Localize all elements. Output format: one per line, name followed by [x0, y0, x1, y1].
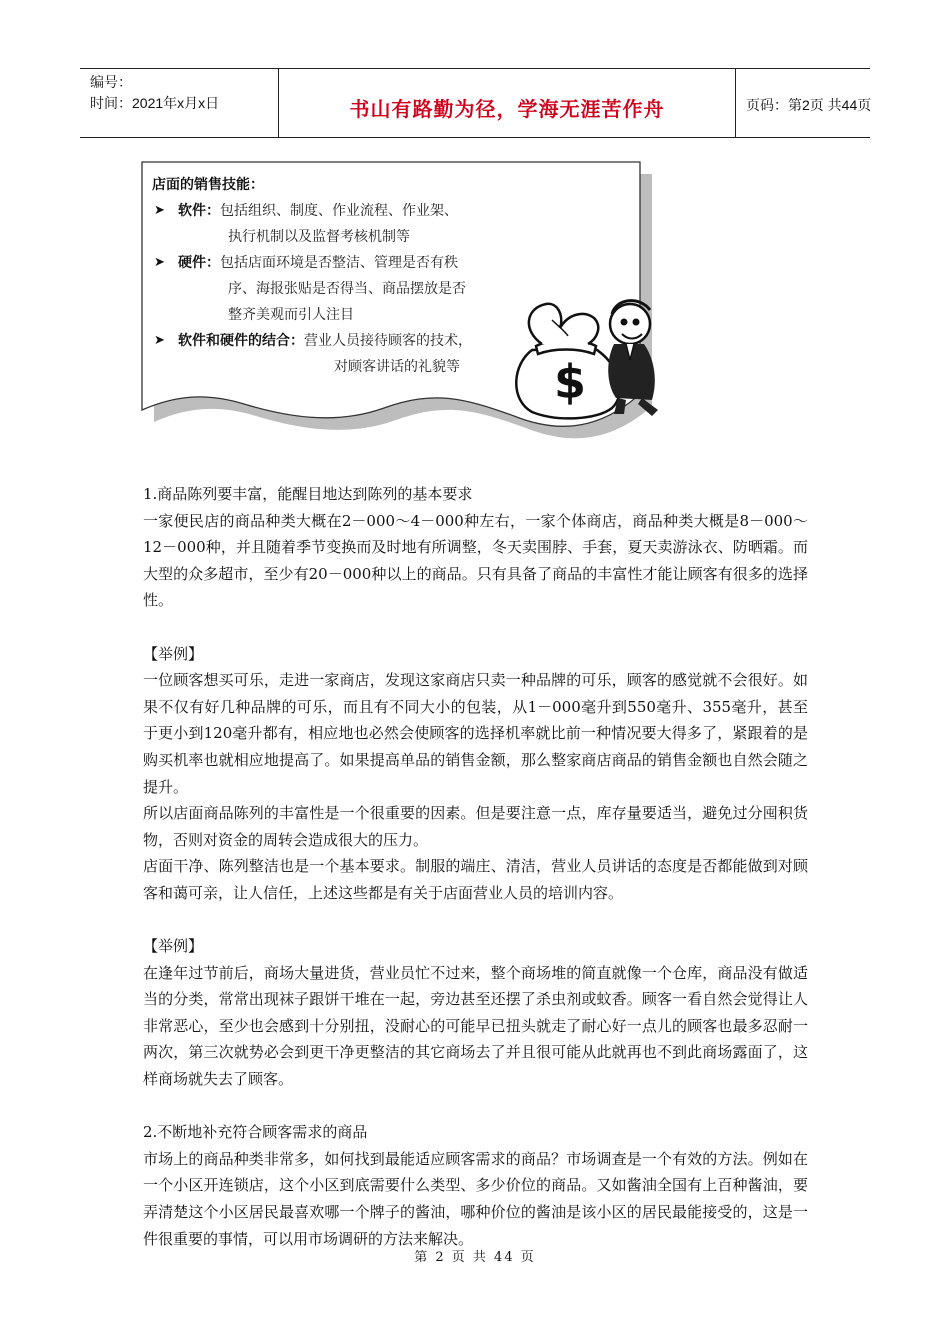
section-heading: 2.不断地补充符合顾客需求的商品 — [143, 1123, 368, 1142]
skill-item-combined — [152, 328, 472, 380]
skill-label: 软件： — [178, 203, 220, 219]
skill-label: 软件和硬件的结合： — [178, 333, 304, 349]
document-header — [80, 68, 870, 138]
skill-desc-line: 执行机制以及监督考核机制等 — [228, 229, 410, 245]
doc-number-label: 编号： — [90, 74, 132, 90]
page-number-label: 页码：第2页 共44页 — [746, 97, 872, 113]
paragraph: 一位顾客想买可乐，走进一家商店，发现这家商店只卖一种品牌的可乐，顾客的感觉就不会很好。如果不仅有好几种品牌的可乐，而且有不同大小的包装，从1－000毫升到550毫升、355毫升，甚至于更小到120毫升都有，相应地也必然会使顾客的选择机率就比前一种情况要大得多了，紧跟着的是购买机率也就相应地提高了。如果提高单品的销售金额，那么整家商店商品的销售金额也自然会随之提升。 — [143, 671, 808, 796]
skill-desc-line: 包括组织、制度、作业流程、作业架、 — [220, 203, 458, 219]
arrow-bullet-icon: ➤ — [154, 203, 165, 218]
paragraph: 一家便民店的商品种类大概在2－000～4－000种左右，一家个体商店，商品种类大概是8－000～12－000种，并且随着季节变换而及时地有所调整，冬天卖围脖、手套，夏天卖游泳衣、防晒霜。而大型的众多超市，至少有20－000种以上的商品。只有具备了商品的丰富性才能让顾客有很多的选择性。 — [143, 511, 808, 610]
skill-desc-line: 整齐美观而引人注目 — [228, 307, 354, 323]
arrow-bullet-icon: ➤ — [154, 255, 165, 270]
skill-desc-line: 营业人员接待顾客的技术， — [304, 333, 472, 349]
skill-desc-line: 序、海报张贴是否得当、商品摆放是否 — [228, 281, 466, 297]
svg-text:$: $ — [554, 355, 587, 409]
motto-text: 书山有路勤为径，学海无涯苦作舟 — [349, 97, 665, 121]
example-label: 【举例】 — [143, 644, 204, 663]
paragraph: 所以店面商品陈列的丰富性是一个很重要的因素。但是要注意一点，库存量要适当，避免过分囤积货物，否则对资金的周转会造成很大的压力。 — [143, 804, 808, 849]
skill-desc-line: 包括店面环境是否整洁、管理是否有秩 — [220, 255, 458, 271]
page-footer: 第 2 页 共 44 页 — [414, 1250, 536, 1265]
arrow-bullet-icon: ➤ — [154, 333, 165, 348]
date-label: 时间：2021年x月x日 — [90, 95, 220, 111]
header-meta-cell — [80, 69, 279, 137]
skill-label: 硬件： — [178, 255, 220, 271]
header-motto-cell — [279, 69, 736, 137]
header-page-cell — [736, 69, 870, 137]
paragraph: 店面干净、陈列整洁也是一个基本要求。制服的端庄、清洁，营业人员讲话的态度是否都能做到对顾客和蔼可亲，让人信任，上述这些都是有关于店面营业人员的培训内容。 — [143, 857, 808, 902]
skill-item-software — [152, 198, 472, 250]
paragraph: 在逢年过节前后，商场大量进货，营业员忙不过来，整个商场堆的简直就像一个仓库，商品没有做适当的分类，常常出现袜子跟饼干堆在一起，旁边甚至还摆了杀虫剂或蚊香。顾客一看自然会觉得让人非常恶心，至少也会感到十分别扭，没耐心的可能早已扭头就走了耐心好一点儿的顾客也最多忍耐一两次，第三次就势必会到更干净更整洁的其它商场去了并且很可能从此就再也不到此商场露面了，这样商场就失去了顾客。 — [143, 963, 808, 1089]
skill-item-hardware — [152, 250, 472, 328]
skills-title: 店面的销售技能： — [152, 177, 264, 193]
article-body — [143, 481, 808, 1252]
paragraph: 市场上的商品种类非常多，如何找到最能适应顾客需求的商品？市场调查是一个有效的方法。例如在一个小区开连锁店，这个小区到底需要什么类型、多少价位的商品。又如酱油全国有上百种酱油，要弄清楚这个小区居民最喜欢哪一个牌子的酱油，哪种价位的酱油是该小区的居民最能接受的，这是一件很重要的事情，可以用市场调研的方法来解决。 — [143, 1149, 808, 1248]
example-label: 【举例】 — [143, 937, 204, 956]
section-heading: 1.商品陈列要丰富，能醒目地达到陈列的基本要求 — [143, 485, 473, 503]
skills-text — [152, 172, 472, 380]
sales-skills-box — [140, 160, 660, 460]
money-bag-cartoon-icon — [502, 280, 662, 420]
skill-desc-line: 对顾客讲话的礼貌等 — [334, 359, 460, 375]
